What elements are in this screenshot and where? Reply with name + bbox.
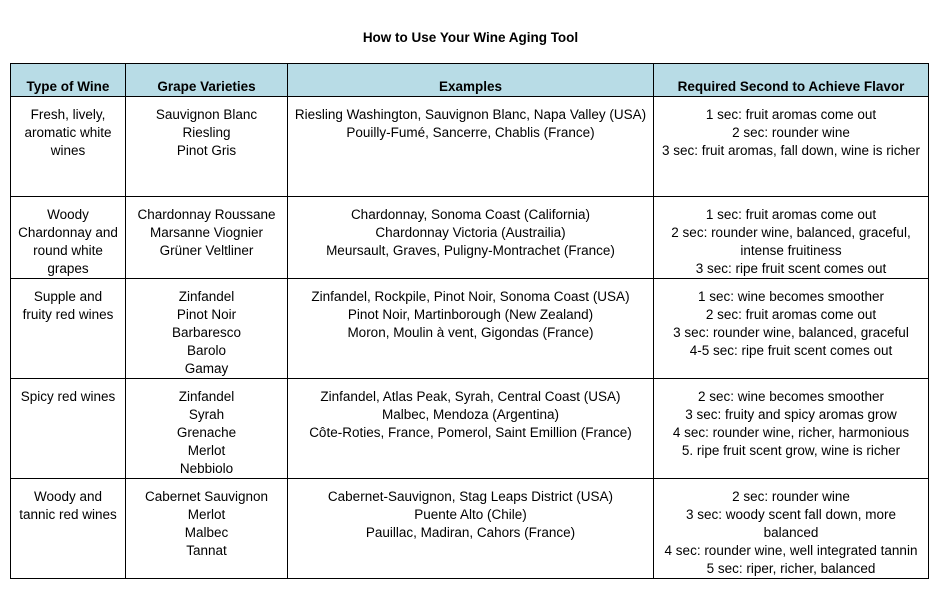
- cell-line: Chardonnay Victoria (Austrailia): [375, 225, 566, 240]
- cell-type-of-wine: [11, 279, 126, 379]
- header-required-seconds: Required Second to Achieve Flavor: [654, 64, 929, 97]
- cell-line: Puente Alto (Chile): [414, 507, 527, 522]
- cell-type-of-wine: [11, 97, 126, 197]
- cell-examples: [288, 279, 654, 379]
- cell-line: Riesling: [182, 125, 231, 140]
- wine-aging-table: [10, 63, 929, 579]
- cell-line: 3 sec: rounder wine, balanced, graceful: [673, 325, 909, 340]
- document-title: How to Use Your Wine Aging Tool: [362, 30, 579, 45]
- cell-line: Fresh, lively,: [30, 107, 106, 122]
- table-header-row: [11, 64, 929, 97]
- cell-line: grapes: [47, 261, 89, 276]
- cell-examples: [288, 379, 654, 479]
- header-grape-varieties: Grape Varieties: [126, 64, 288, 97]
- cell-line: Woody and: [33, 489, 103, 504]
- cell-line: wines: [50, 143, 86, 158]
- cell-line: Meursault, Graves, Puligny-Montrachet (France): [326, 243, 615, 258]
- cell-line: Moron, Moulin à vent, Gigondas (France): [347, 325, 594, 340]
- cell-line: 2 sec: rounder wine: [732, 125, 850, 140]
- cell-line: Nebbiolo: [179, 461, 234, 476]
- cell-line: aromatic white: [24, 125, 112, 140]
- cell-line: Spicy red wines: [20, 389, 116, 404]
- cell-line: Syrah: [188, 407, 225, 422]
- cell-line: 3 sec: ripe fruit scent comes out: [695, 261, 887, 276]
- cell-line: Merlot: [187, 443, 226, 458]
- table-row: [11, 97, 929, 197]
- cell-line: Grenache: [176, 425, 237, 440]
- header-type-of-wine: Type of Wine: [11, 64, 126, 97]
- cell-line: 2 sec: fruit aromas come out: [705, 307, 877, 322]
- cell-examples: [288, 479, 654, 579]
- cell-line: Côte-Roties, France, Pomerol, Saint Emillion (France): [309, 425, 632, 440]
- cell-line: Sauvignon Blanc: [155, 107, 258, 122]
- cell-line: Gamay: [184, 361, 229, 376]
- cell-line: 4-5 sec: ripe fruit scent comes out: [689, 343, 893, 358]
- cell-line: Pauillac, Madiran, Cahors (France): [365, 525, 576, 540]
- cell-line: Pinot Noir: [176, 307, 237, 322]
- cell-line: Tannat: [186, 543, 227, 558]
- cell-line: fruity red wines: [22, 307, 114, 322]
- cell-grape-varieties: [126, 279, 288, 379]
- cell-line: 4 sec: rounder wine, richer, harmonious: [672, 425, 910, 440]
- cell-examples: [288, 97, 654, 197]
- cell-line: 2 sec: rounder wine, balanced, graceful,: [671, 225, 911, 240]
- cell-line: Marsanne Viognier: [149, 225, 264, 240]
- cell-type-of-wine: [11, 479, 126, 579]
- cell-line: 3 sec: fruit aromas, fall down, wine is richer: [661, 143, 921, 158]
- cell-line: Zinfandel, Rockpile, Pinot Noir, Sonoma Coast (USA): [311, 289, 630, 304]
- cell-line: 5. ripe fruit scent grow, wine is richer: [681, 443, 901, 458]
- cell-line: 2 sec: wine becomes smoother: [697, 389, 885, 404]
- cell-line: 1 sec: fruit aromas come out: [705, 207, 877, 222]
- cell-required-seconds: [654, 379, 929, 479]
- cell-line: Riesling Washington, Sauvignon Blanc, Napa Valley (USA): [294, 107, 647, 122]
- cell-line: Merlot: [187, 507, 226, 522]
- cell-line: Supple and: [33, 289, 103, 304]
- table-row: [11, 279, 929, 379]
- cell-line: 5 sec: riper, richer, balanced: [706, 561, 876, 576]
- cell-line: 3 sec: woody scent fall down, more: [685, 507, 897, 522]
- table-row: [11, 479, 929, 579]
- cell-type-of-wine: [11, 379, 126, 479]
- cell-line: Barolo: [186, 343, 227, 358]
- cell-line: Chardonnay, Sonoma Coast (California): [350, 207, 591, 222]
- cell-line: 1 sec: wine becomes smoother: [697, 289, 885, 304]
- cell-line: round white: [33, 243, 103, 258]
- cell-line: Cabernet-Sauvignon, Stag Leaps District (USA): [327, 489, 614, 504]
- cell-line: Pinot Gris: [176, 143, 237, 158]
- cell-line: Chardonnay and: [18, 225, 118, 240]
- cell-grape-varieties: [126, 479, 288, 579]
- cell-line: Zinfandel: [178, 289, 235, 304]
- cell-grape-varieties: [126, 97, 288, 197]
- cell-grape-varieties: [126, 379, 288, 479]
- cell-examples: [288, 197, 654, 279]
- cell-line: 2 sec: rounder wine: [732, 489, 850, 504]
- table-row: [11, 379, 929, 479]
- cell-required-seconds: [654, 197, 929, 279]
- cell-line: Woody: [47, 207, 89, 222]
- cell-line: tannic red wines: [19, 507, 117, 522]
- header-examples: Examples: [288, 64, 654, 97]
- cell-line: balanced: [763, 525, 819, 540]
- cell-required-seconds: [654, 279, 929, 379]
- cell-line: Grüner Veltliner: [159, 243, 254, 258]
- cell-line: Cabernet Sauvignon: [144, 489, 269, 504]
- cell-line: Malbec, Mendoza (Argentina): [381, 407, 560, 422]
- cell-line: Malbec: [184, 525, 229, 540]
- cell-line: 3 sec: fruity and spicy aromas grow: [685, 407, 897, 422]
- cell-line: 1 sec: fruit aromas come out: [705, 107, 877, 122]
- cell-required-seconds: [654, 97, 929, 197]
- cell-line: Zinfandel, Atlas Peak, Syrah, Central Coast (USA): [320, 389, 621, 404]
- cell-line: intense fruitiness: [740, 243, 842, 258]
- cell-line: Barbaresco: [171, 325, 242, 340]
- cell-grape-varieties: [126, 197, 288, 279]
- cell-line: Zinfandel: [178, 389, 235, 404]
- table-row: [11, 197, 929, 279]
- cell-line: 4 sec: rounder wine, well integrated tannin: [664, 543, 918, 558]
- cell-type-of-wine: [11, 197, 126, 279]
- cell-line: Pinot Noir, Martinborough (New Zealand): [347, 307, 594, 322]
- cell-line: Chardonnay Roussane: [137, 207, 276, 222]
- cell-required-seconds: [654, 479, 929, 579]
- cell-line: Pouilly-Fumé, Sancerre, Chablis (France): [346, 125, 595, 140]
